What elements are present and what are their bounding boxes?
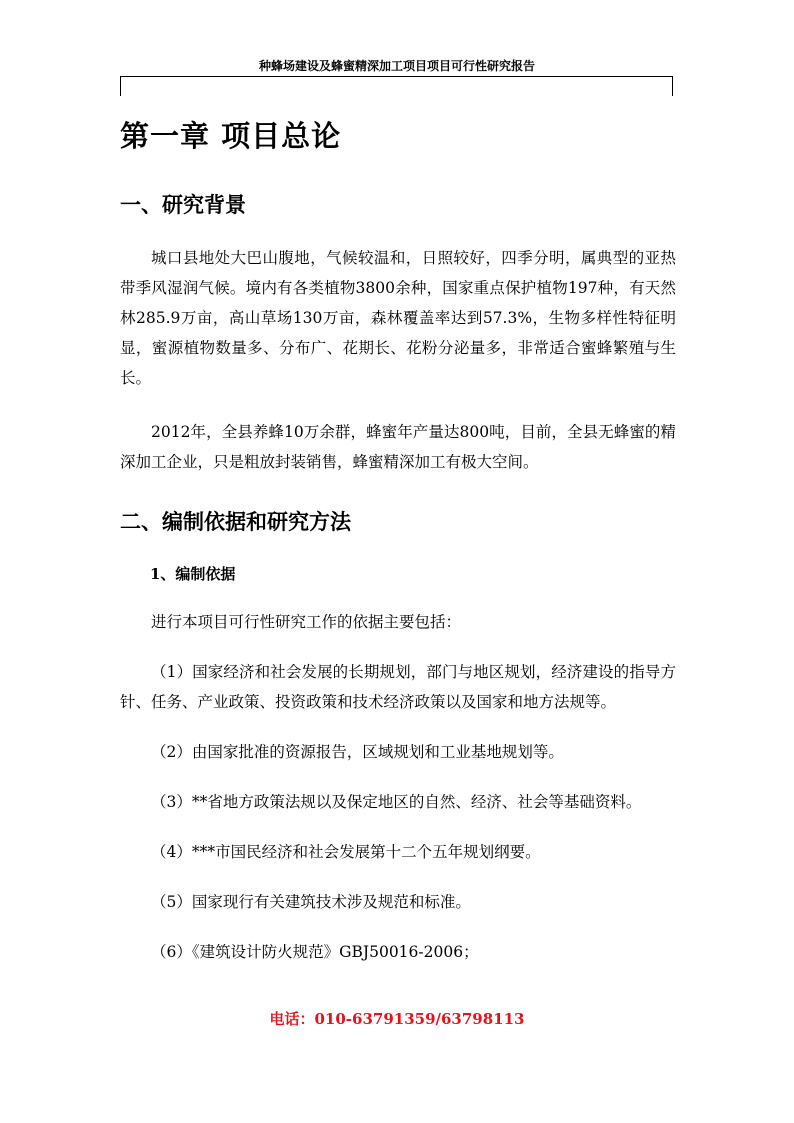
basis-intro: 进行本项目可行性研究工作的依据主要包括： — [151, 613, 462, 631]
header-rule — [120, 76, 672, 77]
chapter-title: 第一章 项目总论 — [120, 119, 342, 153]
footer-phone: 电话：010-63791359/63798113 — [269, 1010, 525, 1028]
paragraph-background-1: 城口县地处大巴山腹地，气候较温和，日照较好，四季分明，属典型的亚热带季风湿润气候。境内有各类植物3800余种，国家重点保护植物197种，有天然林285.9万亩，高山草场130万亩，森林覆盖率达到57.3%，生物多样性特征明显，蜜源植物数量多、分布广、花期长、花粉分泌量多，非常适合蜜蜂繁殖与生长。 — [120, 249, 676, 387]
running-header-title: 种蜂场建设及蜂蜜精深加工项目项目可行性研究报告 — [258, 59, 535, 73]
header-corner-left — [120, 76, 121, 96]
paragraph-background-2: 2012年，全县养蜂10万余群，蜂蜜年产量达800吨，目前，全县无蜂蜜的精深加工企业，只是粗放封装销售，蜂蜜精深加工有极大空间。 — [120, 423, 676, 471]
subsection-heading-basis: 1、编制依据 — [150, 565, 236, 583]
basis-item-4: （4）***市国民经济和社会发展第十二个五年规划纲要。 — [151, 843, 541, 861]
basis-item-3: （3）**省地方政策法规以及保定地区的自然、经济、社会等基础资料。 — [151, 793, 642, 811]
basis-item-1: （1）国家经济和社会发展的长期规划，部门与地区规划，经济建设的指导方针、任务、产业政策、投资政策和技术经济政策以及国家和地方法规等。 — [120, 663, 676, 711]
section-heading-background: 一、研究背景 — [120, 192, 246, 217]
basis-item-6: （6）《建筑设计防火规范》GBJ50016-2006； — [151, 943, 479, 961]
header-corner-right — [672, 76, 673, 96]
basis-item-2: （2）由国家批准的资源报告，区域规划和工业基地规划等。 — [151, 743, 564, 761]
basis-item-5: （5）国家现行有关建筑技术涉及规范和标准。 — [151, 893, 471, 911]
section-heading-basis-methods: 二、编制依据和研究方法 — [120, 509, 351, 534]
